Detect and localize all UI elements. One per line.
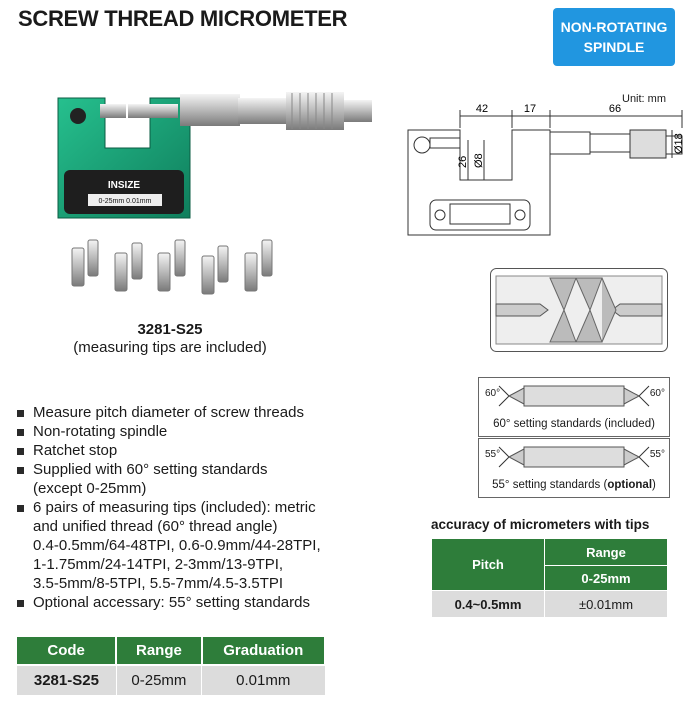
micrometer-photo [40,88,380,308]
angle-left-60: 60° [485,388,501,399]
feature-item: 6 pairs of measuring tips (included): metric and unified thread (60° thread angle) 0.4-0.5mm/64-48TPI, 0.6-0.9mm/44-28TPI, 1-1.75mm/24-14TPI, 2-3mm/13-9TPI, 3.5-5mm/8-5TPI, 5.5-7mm/4.5-3.5TPI [16,498,321,593]
model-note: (measuring tips are included) [73,339,267,356]
cell-pitch: 0.4~0.5mm [432,591,545,618]
standard-60-label: 60° setting standards (included) [493,418,655,430]
dim-66: 66 [608,103,622,115]
header-graduation: Graduation [202,637,325,665]
standard-55-label: 55° setting standards (optional) [492,479,656,491]
angle-right-55: 55° [649,449,665,460]
table-row [432,591,668,618]
spec-table [17,637,326,695]
table-row [17,665,325,695]
feature-list [16,403,321,612]
frame-range-label: 0-25mm 0.01mm [98,198,152,205]
cell-range: 0-25mm [116,665,201,695]
setting-standard-55 [478,438,670,498]
header-code: Code [17,637,116,665]
header-range: Range [545,539,668,566]
non-rotating-spindle-badge [553,8,675,66]
feature-item: Optional accessary: 55° setting standards [16,593,321,612]
cell-accuracy: ±0.01mm [545,591,668,618]
header-pitch: Pitch [432,539,545,591]
dim-phi8: Ø8 [473,153,485,168]
badge-line-2: SPINDLE [583,39,645,55]
badge-line-1: NON-ROTATING [560,19,668,35]
angle-right-60: 60° [649,388,665,399]
feature-item: Measure pitch diameter of screw threads [16,403,321,422]
header-range-sub: 0-25mm [545,566,668,591]
dim-42: 42 [475,103,489,115]
dimension-drawing [400,100,690,250]
feature-item: Supplied with 60° setting standards (except 0-25mm) [16,460,321,498]
feature-item: Ratchet stop [16,441,321,460]
cell-code: 3281-S25 [17,665,116,695]
page-title: SCREW THREAD MICROMETER [18,6,348,31]
accuracy-title: accuracy of micrometers with tips [431,517,650,532]
dim-phi18: Ø18 [673,133,685,154]
dim-17: 17 [523,103,537,115]
model-number: 3281-S25 [137,321,203,338]
thread-contact-illustration [490,268,668,352]
dim-26: 26 [457,155,469,168]
accuracy-table [431,538,668,618]
unit-label: Unit: mm [622,93,666,105]
cell-graduation: 0.01mm [202,665,325,695]
feature-item: Non-rotating spindle [16,422,321,441]
angle-left-55: 55° [485,449,501,460]
setting-standard-60 [478,377,670,437]
brand-logo: INSIZE [107,180,141,191]
header-range: Range [116,637,201,665]
